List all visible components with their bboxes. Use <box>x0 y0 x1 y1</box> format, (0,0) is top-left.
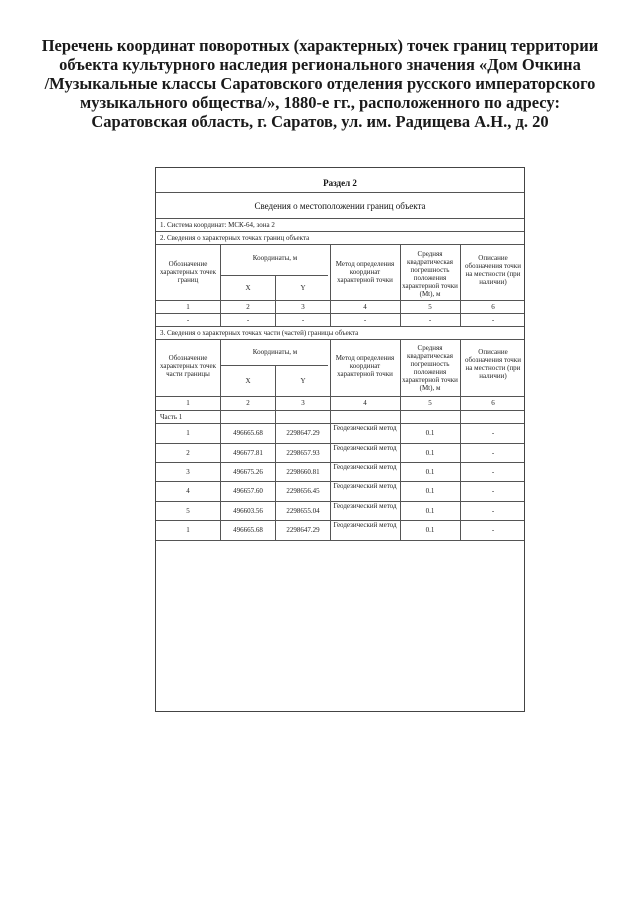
grid-line <box>156 326 524 327</box>
t1-col-y: Y <box>300 284 306 292</box>
t2-cell-n: 1 <box>186 526 190 534</box>
t2-col-method: Метод определения координат характерной точки <box>335 354 395 378</box>
section-subheading: Сведения о местоположении границ объекта <box>254 201 426 211</box>
t2-cell-x: 496665.68 <box>233 429 263 437</box>
t2-cell-y: 2298656.45 <box>286 487 320 495</box>
grid-line <box>400 339 401 540</box>
title-line: /Музыкальные классы Саратовского отделения русского императорского <box>44 74 596 93</box>
grid-line <box>220 365 328 366</box>
t2-cell-desc: - <box>491 507 495 515</box>
t1-col-desc: Описание обозначения точки на местности (при наличии) <box>465 254 521 286</box>
t2-num: 4 <box>363 399 367 407</box>
document-title <box>40 36 600 131</box>
t2-cell-err: 0.1 <box>425 449 435 457</box>
grid-line <box>330 339 331 540</box>
t1-col-error: Средняя квадратическая погрешность положения характерной точки (Mt), м <box>402 250 458 298</box>
t2-cell-desc: - <box>491 429 495 437</box>
t2-cell-n: 4 <box>186 487 190 495</box>
grid-line <box>156 339 524 340</box>
t2-cell-desc: - <box>491 449 495 457</box>
grid-line <box>156 313 524 314</box>
divider <box>156 192 524 193</box>
part-label: Часть 1 <box>160 413 183 421</box>
t2-cell-method: Геодезический метод <box>333 521 397 529</box>
block2-title: 3. Сведения о характерных точках части (частей) границы объекта <box>160 329 359 337</box>
t2-cell-y: 2298657.93 <box>286 449 320 457</box>
t1-empty: - <box>301 316 305 324</box>
t2-cell-err: 0.1 <box>425 487 435 495</box>
t2-cell-y: 2298647.29 <box>286 526 320 534</box>
grid-line <box>220 275 328 276</box>
t1-empty: - <box>186 316 190 324</box>
t2-cell-err: 0.1 <box>425 429 435 437</box>
t1-num: 5 <box>428 303 432 311</box>
t2-cell-method: Геодезический метод <box>333 424 397 432</box>
t1-col-coords: Координаты, м <box>252 254 298 262</box>
t2-col-coords: Координаты, м <box>252 348 298 356</box>
t1-col-method: Метод определения координат характерной точки <box>335 260 395 284</box>
t2-cell-method: Геодезический метод <box>333 444 397 452</box>
grid-line <box>156 410 524 411</box>
t2-num: 5 <box>428 399 432 407</box>
divider <box>156 218 524 219</box>
t1-empty: - <box>491 316 495 324</box>
t2-num: 3 <box>301 399 305 407</box>
t2-cell-err: 0.1 <box>425 507 435 515</box>
t2-cell-x: 496677.81 <box>233 449 263 457</box>
t2-cell-n: 2 <box>186 449 190 457</box>
t2-num: 1 <box>186 399 190 407</box>
t1-empty: - <box>428 316 432 324</box>
t1-num: 1 <box>186 303 190 311</box>
t2-col-points: Обозначение характерных точек части границы <box>159 354 217 378</box>
t2-cell-y: 2298660.81 <box>286 468 320 476</box>
t1-num: 6 <box>491 303 495 311</box>
t2-cell-method: Геодезический метод <box>333 463 397 471</box>
t2-cell-err: 0.1 <box>425 526 435 534</box>
t2-cell-x: 496603.56 <box>233 507 263 515</box>
t1-num: 2 <box>246 303 250 311</box>
t2-col-error: Средняя квадратическая погрешность положения характерной точки (Mt), м <box>402 344 458 392</box>
t1-num: 3 <box>301 303 305 311</box>
title-line: Саратовская область, г. Саратов, ул. им. Радищева А.Н., д. 20 <box>91 112 549 131</box>
coord-system-text: 1. Система координат: МСК-64, зона 2 <box>160 221 275 229</box>
t2-cell-desc: - <box>491 526 495 534</box>
t2-cell-n: 5 <box>186 507 190 515</box>
t2-cell-n: 3 <box>186 468 190 476</box>
grid-line <box>156 540 524 541</box>
t2-col-desc: Описание обозначения точки на местности (при наличии) <box>465 348 521 380</box>
title-line: объекта культурного наследия регионального значения «Дом Очкина <box>59 55 581 74</box>
divider <box>156 231 524 232</box>
grid-line <box>460 339 461 540</box>
section-2-frame <box>155 167 525 712</box>
section-heading: Раздел 2 <box>323 178 357 188</box>
t2-cell-method: Геодезический метод <box>333 482 397 490</box>
t2-col-y: Y <box>300 377 306 385</box>
t2-num: 6 <box>491 399 495 407</box>
t2-cell-x: 496665.68 <box>233 526 263 534</box>
t1-col-x: X <box>245 284 251 292</box>
t1-empty: - <box>246 316 250 324</box>
t1-num: 4 <box>363 303 367 311</box>
t2-cell-y: 2298655.04 <box>286 507 320 515</box>
t2-cell-x: 496657.60 <box>233 487 263 495</box>
t2-col-x: X <box>245 377 251 385</box>
t2-cell-n: 1 <box>186 429 190 437</box>
t1-col-points: Обозначение характерных точек границ <box>159 260 217 284</box>
block1-title: 2. Сведения о характерных точках границ объекта <box>160 234 310 242</box>
title-line: музыкального общества/», 1880-е гг., расположенного по адресу: <box>80 93 560 112</box>
grid-line <box>156 396 524 397</box>
t2-cell-err: 0.1 <box>425 468 435 476</box>
divider <box>156 244 524 245</box>
grid-line <box>156 300 524 301</box>
t2-cell-desc: - <box>491 487 495 495</box>
title-line: Перечень координат поворотных (характерных) точек границ территории <box>41 36 599 55</box>
t2-cell-y: 2298647.29 <box>286 429 320 437</box>
t2-cell-desc: - <box>491 468 495 476</box>
t1-empty: - <box>363 316 367 324</box>
t2-cell-method: Геодезический метод <box>333 502 397 510</box>
grid-line <box>220 339 221 540</box>
t2-cell-x: 496675.26 <box>233 468 263 476</box>
t2-num: 2 <box>246 399 250 407</box>
grid-line <box>275 365 276 540</box>
